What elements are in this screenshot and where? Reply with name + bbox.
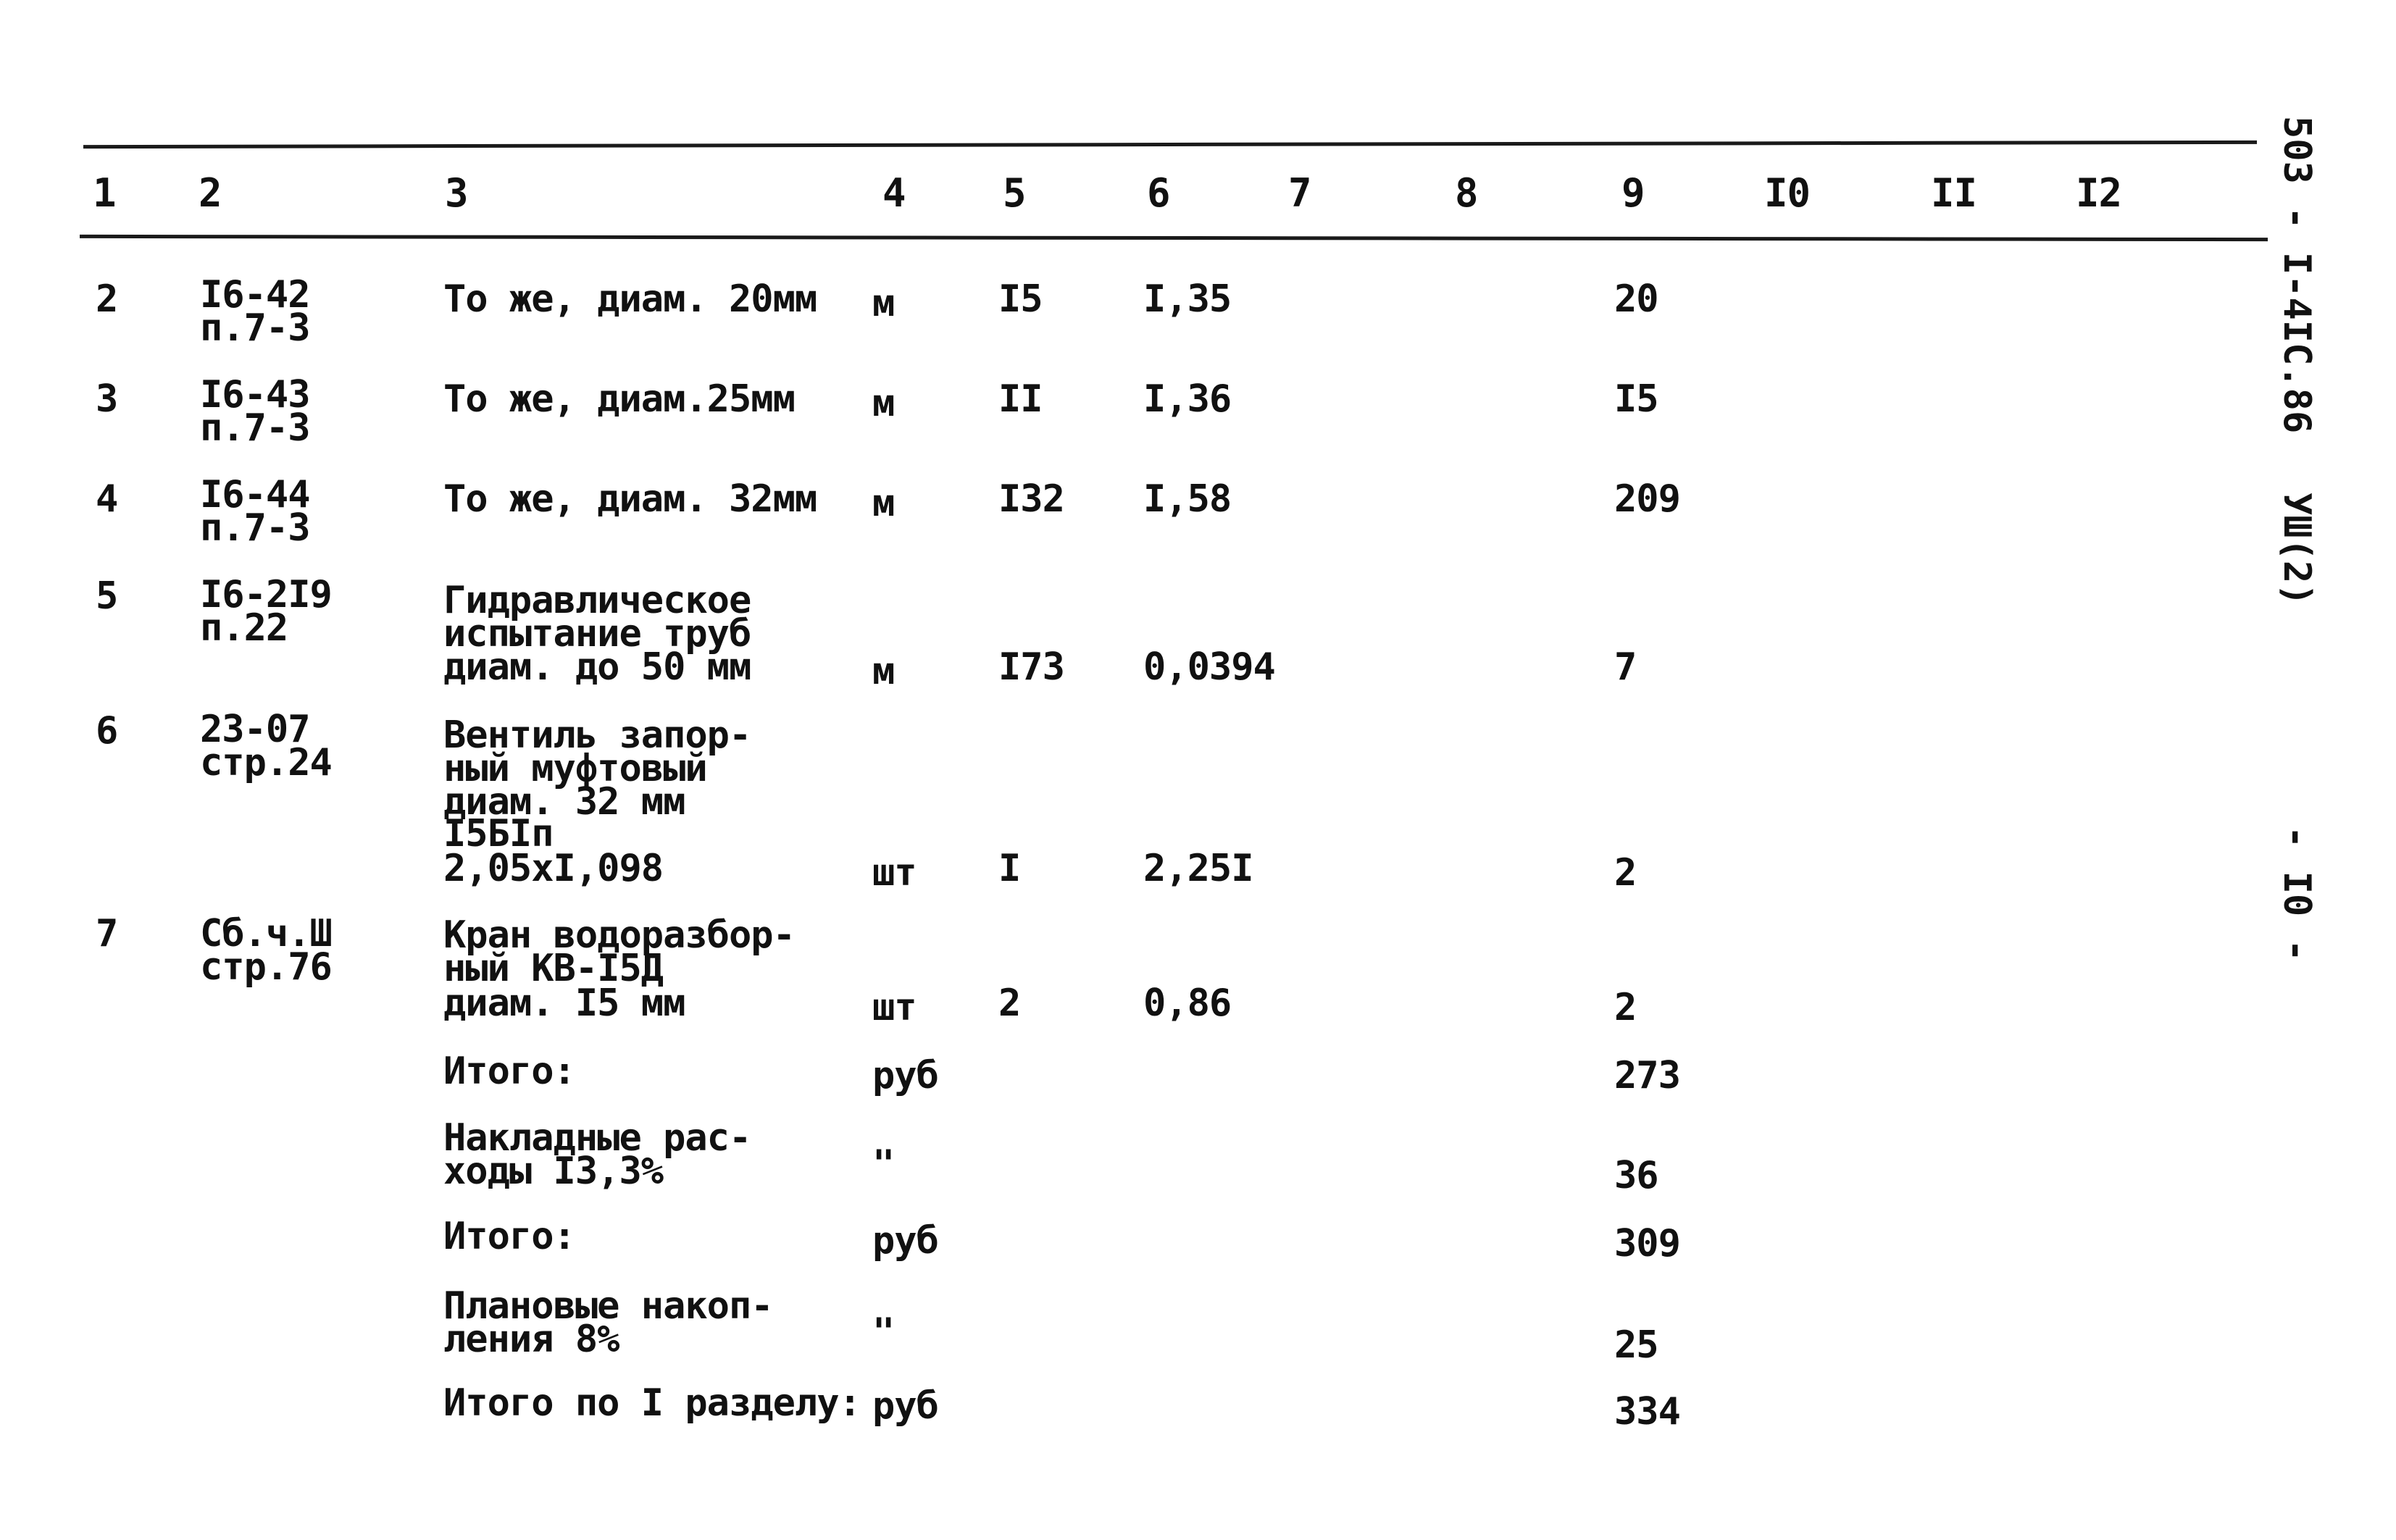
summary-total: 273 — [1614, 1054, 1680, 1097]
col-header-1: 1 — [93, 170, 116, 216]
summary-unit: руб — [872, 1384, 938, 1428]
summary-label: ления 8% — [443, 1318, 619, 1361]
row-code-line: п.22 — [200, 606, 288, 650]
summary-unit: " — [872, 1142, 895, 1186]
col-header-9: 9 — [1621, 170, 1645, 216]
document-code: 503 - I-4IС.86 — [2275, 116, 2318, 434]
summary-unit: руб — [872, 1054, 938, 1097]
page-number: - I0 - — [2275, 826, 2318, 962]
row-description-line: диам. I5 мм — [443, 982, 685, 1025]
row-unit: шт — [872, 986, 917, 1029]
row-number: 6 — [96, 709, 118, 753]
row-total: 7 — [1614, 645, 1637, 689]
row-description-line: ный КВ-I5Д — [443, 947, 664, 990]
row-total: 20 — [1614, 277, 1658, 321]
row-total: 2 — [1614, 986, 1637, 1029]
row-code-line: п.7-3 — [200, 506, 310, 550]
row-number: 7 — [96, 912, 118, 955]
col-header-10: I0 — [1764, 170, 1811, 216]
summary-total: 36 — [1614, 1154, 1658, 1197]
row-total: 2 — [1614, 851, 1637, 895]
header-top-rule — [83, 141, 2257, 148]
summary-label: Плановые накоп- — [443, 1284, 773, 1328]
row-unit: м — [872, 650, 895, 693]
row-description-line: диам. 32 мм — [443, 780, 685, 824]
row-unit-price: 0,0394 — [1143, 645, 1275, 689]
summary-label: ходы I3,3% — [443, 1150, 664, 1193]
row-description-line: Вентиль запор- — [443, 713, 751, 757]
row-unit-price: I,36 — [1143, 377, 1232, 421]
row-quantity: I73 — [998, 645, 1064, 689]
col-header-8: 8 — [1455, 170, 1478, 216]
col-header-3: 3 — [445, 170, 468, 216]
row-number: 3 — [96, 377, 118, 421]
row-unit-price: I,35 — [1143, 277, 1232, 321]
section-code: УШ(2) — [2275, 493, 2318, 606]
row-number: 5 — [96, 574, 118, 618]
row-total: 209 — [1614, 477, 1680, 521]
row-unit-price: I,58 — [1143, 477, 1232, 521]
summary-total: 25 — [1614, 1323, 1658, 1367]
header-bottom-rule — [80, 235, 2268, 241]
col-header-11: II — [1931, 170, 1977, 216]
summary-label: Итого: — [443, 1050, 575, 1093]
row-unit: м — [872, 382, 895, 425]
row-unit: м — [872, 482, 895, 525]
col-header-2: 2 — [199, 170, 222, 216]
row-code-line: I6-2I9 — [200, 573, 332, 616]
row-code-line: п.7-3 — [200, 306, 310, 350]
row-unit: шт — [872, 851, 917, 895]
row-description-line: I5БIп — [443, 812, 554, 855]
row-total: I5 — [1614, 377, 1658, 421]
col-header-7: 7 — [1288, 170, 1311, 216]
row-description-line: испытание труб — [443, 612, 751, 656]
row-code-line: стр.24 — [200, 741, 332, 784]
summary-total: 334 — [1614, 1390, 1680, 1434]
summary-label: Итого: — [443, 1215, 575, 1258]
row-number: 2 — [96, 277, 118, 321]
summary-label: Итого по I разделу: — [443, 1381, 861, 1425]
col-header-6: 6 — [1147, 170, 1170, 216]
row-quantity: II — [998, 377, 1043, 421]
row-description-line: То же, диам. 32мм — [443, 477, 817, 521]
row-code-line: I6-43 — [200, 373, 310, 417]
row-quantity: I — [998, 847, 1021, 890]
row-quantity: I5 — [998, 277, 1043, 321]
col-header-4: 4 — [882, 170, 906, 216]
summary-label: Накладные рас- — [443, 1116, 751, 1160]
col-header-12: I2 — [2076, 170, 2122, 216]
row-description-line: Гидравлическое — [443, 579, 751, 622]
row-unit-price: 0,86 — [1143, 982, 1232, 1025]
row-description-line: 2,05хI,098 — [443, 847, 664, 890]
summary-total: 309 — [1614, 1222, 1680, 1265]
row-number: 4 — [96, 477, 118, 521]
col-header-5: 5 — [1003, 170, 1026, 216]
row-description-line: То же, диам. 20мм — [443, 277, 817, 321]
row-code-line: Сб.ч.Ш — [200, 912, 332, 955]
row-quantity: I32 — [998, 477, 1064, 521]
row-quantity: 2 — [998, 982, 1021, 1025]
row-code-line: 23-07 — [200, 708, 310, 751]
row-description-line: Кран водоразбор- — [443, 913, 795, 957]
row-code-line: стр.76 — [200, 945, 332, 989]
row-unit: м — [872, 282, 895, 325]
row-description-line: диам. до 50 мм — [443, 645, 751, 689]
row-code-line: I6-44 — [200, 473, 310, 516]
row-unit-price: 2,25I — [1143, 847, 1253, 890]
row-description-line: ный муфтовый — [443, 747, 707, 790]
row-description-line: То же, диам.25мм — [443, 377, 795, 421]
summary-unit: руб — [872, 1219, 938, 1263]
row-code-line: п.7-3 — [200, 406, 310, 450]
row-code-line: I6-42 — [200, 273, 310, 317]
summary-unit: " — [872, 1310, 895, 1354]
